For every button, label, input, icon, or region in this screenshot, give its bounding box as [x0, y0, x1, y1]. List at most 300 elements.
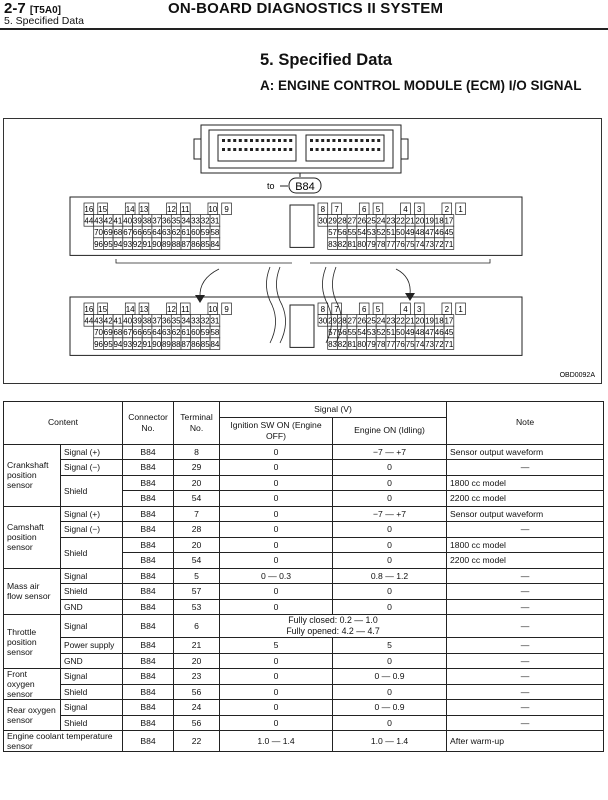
lower-terminal-label: 25 [366, 316, 376, 326]
lower-terminal-label: 82 [337, 339, 347, 349]
lower-terminal-label: 83 [328, 339, 338, 349]
signal-ignition-on: 0 [220, 684, 333, 700]
page-code: [T5A0] [29, 5, 61, 16]
ecm-pin [338, 139, 341, 142]
terminal-no: 56 [174, 684, 220, 700]
lower-terminal-label: 55 [347, 328, 357, 338]
lower-terminal-label: 21 [405, 316, 415, 326]
terminal-no: 8 [174, 444, 220, 460]
signal-ignition-on: 0 [220, 584, 333, 600]
upper-terminal-label: 87 [181, 239, 191, 249]
upper-terminal-label: 74 [415, 239, 425, 249]
upper-terminal-label: 60 [191, 228, 201, 238]
upper-terminal-label: 28 [337, 216, 347, 226]
header-terminal: Terminal No. [174, 402, 220, 445]
component-name: Rear oxygen sensor [4, 700, 61, 731]
upper-terminal-label: 85 [200, 239, 210, 249]
connector-diagram [3, 118, 602, 384]
lower-terminal-label: 38 [142, 316, 152, 326]
note: — [447, 638, 604, 654]
lower-terminal-label: 77 [386, 339, 396, 349]
connector-no: B84 [123, 491, 174, 507]
ecm-pin [278, 148, 281, 151]
ecm-pin [327, 139, 330, 142]
lower-terminal-label: 65 [142, 328, 152, 338]
ecm-pin [233, 139, 236, 142]
signal-engine-on: 0 — 0.9 [333, 669, 447, 685]
upper-terminal-label: 7 [334, 205, 339, 214]
lower-terminal-label: 10 [208, 305, 218, 314]
upper-terminal-label: 90 [152, 239, 162, 249]
upper-terminal-label: 53 [366, 228, 376, 238]
upper-terminal-label: 54 [357, 228, 367, 238]
signal-type: Signal [61, 669, 123, 685]
lower-terminal-label: 69 [103, 328, 113, 338]
lower-terminal-label: 54 [357, 328, 367, 338]
upper-terminal-label: 22 [395, 216, 405, 226]
lower-terminal-label: 66 [132, 328, 142, 338]
upper-terminal-label: 71 [444, 239, 454, 249]
lower-terminal-label: 27 [347, 316, 357, 326]
upper-terminal-label: 46 [434, 228, 444, 238]
connector-no: B84 [123, 553, 174, 569]
lower-terminal-label: 43 [94, 316, 104, 326]
signal-type: Signal (−) [61, 460, 123, 476]
signal-engine-on: 5 [333, 638, 447, 654]
upper-terminal-label: 34 [181, 216, 191, 226]
lower-terminal-label: 86 [191, 339, 201, 349]
lower-terminal-label: 62 [171, 328, 181, 338]
signal-engine-on: 0 — 0.9 [333, 700, 447, 716]
upper-terminal-label: 69 [103, 228, 113, 238]
signal-ignition-on: 0 [220, 715, 333, 731]
ecm-pin [366, 148, 369, 151]
ecm-pin [289, 148, 292, 151]
note: — [447, 522, 604, 538]
note: 1800 cc model [447, 537, 604, 553]
signal-ignition-on: 0 [220, 599, 333, 615]
ecm-pin [372, 148, 375, 151]
lower-terminal-label: 13 [139, 305, 149, 314]
ecm-pin [228, 148, 231, 151]
terminal-no: 23 [174, 669, 220, 685]
terminal-no: 20 [174, 475, 220, 491]
lower-terminal-label: 2 [444, 305, 450, 314]
ecm-pin [349, 148, 352, 151]
lower-terminal-label: 12 [167, 305, 176, 314]
lower-terminal-label: 9 [224, 305, 229, 314]
upper-terminal-label: 19 [425, 216, 435, 226]
header-content: Content [4, 402, 123, 445]
terminal-no: 22 [174, 731, 220, 752]
upper-terminal-label: 88 [171, 239, 181, 249]
ecm-pin [377, 139, 380, 142]
signal-engine-on: 0 [333, 522, 447, 538]
upper-terminal-label: 57 [328, 228, 338, 238]
upper-terminal-label: 48 [415, 228, 425, 238]
lower-terminal-label: 31 [210, 316, 220, 326]
ecm-pin [316, 139, 319, 142]
upper-terminal-label: 16 [84, 205, 94, 214]
signal-type: GND [61, 599, 123, 615]
signal-engine-on: 0.8 — 1.2 [333, 568, 447, 584]
table-row [4, 700, 604, 716]
table-row [4, 568, 604, 584]
lower-terminal-label: 11 [181, 305, 190, 314]
figure-code: OBD0092A [559, 372, 595, 379]
lower-terminal-label: 94 [113, 339, 123, 349]
signal-ignition-on: 0 [220, 460, 333, 476]
ecm-pin [349, 139, 352, 142]
upper-terminal-label: 40 [123, 216, 133, 226]
upper-terminal-label: 31 [210, 216, 220, 226]
lower-terminal-label: 92 [132, 339, 142, 349]
upper-terminal-label: 79 [366, 239, 376, 249]
signal-opened: Fully opened: 4.2 — 4.7 [286, 626, 380, 636]
connector-no: B84 [123, 475, 174, 491]
lower-terminal-label: 47 [425, 328, 435, 338]
table-row [4, 638, 604, 654]
upper-terminal-label: 94 [113, 239, 123, 249]
signal-type: Signal [61, 700, 123, 716]
note: 2200 cc model [447, 491, 604, 507]
table-row [4, 475, 604, 491]
lower-terminal-label: 1 [458, 305, 463, 314]
signal-engine-on: −7 — +7 [333, 506, 447, 522]
signal-ignition-on: 0 [220, 537, 333, 553]
signal-ignition-on: 0 [220, 475, 333, 491]
upper-terminal-label: 51 [386, 228, 396, 238]
signal-engine-on: 0 [333, 537, 447, 553]
lower-terminal-label: 19 [425, 316, 435, 326]
signal-type: Signal [61, 568, 123, 584]
terminal-no: 57 [174, 584, 220, 600]
lower-terminal-label: 40 [123, 316, 133, 326]
upper-terminal-label: 13 [139, 205, 149, 214]
upper-terminal-label: 27 [347, 216, 357, 226]
table-row [4, 684, 604, 700]
connector-no: B84 [123, 653, 174, 669]
lower-terminal-label: 45 [444, 328, 454, 338]
lower-terminal-label: 81 [347, 339, 357, 349]
note: — [447, 700, 604, 716]
upper-terminal-label: 63 [161, 228, 171, 238]
ecm-pin [338, 148, 341, 151]
terminal-no: 7 [174, 506, 220, 522]
lower-terminal-label: 37 [152, 316, 162, 326]
lower-terminal-label: 46 [434, 328, 444, 338]
to-label: to [267, 181, 275, 191]
terminal-no: 5 [174, 568, 220, 584]
lower-terminal-label: 76 [395, 339, 405, 349]
signal-engine-on: 0 [333, 715, 447, 731]
signal-engine-on: 0 [333, 653, 447, 669]
lower-terminal-label: 20 [415, 316, 425, 326]
component-name: Crankshaft position sensor [4, 444, 61, 506]
upper-terminal-label: 32 [200, 216, 210, 226]
upper-terminal-label: 11 [181, 205, 190, 214]
signal-engine-on: 0 [333, 599, 447, 615]
signal-type: Signal (−) [61, 522, 123, 538]
upper-terminal-label: 43 [94, 216, 104, 226]
header-rule [0, 28, 608, 30]
table-row [4, 584, 604, 600]
terminal-no: 21 [174, 638, 220, 654]
upper-terminal-label: 14 [125, 205, 135, 214]
ecm-pin [332, 139, 335, 142]
ecm-pin [256, 148, 259, 151]
upper-terminal-label: 33 [191, 216, 201, 226]
upper-terminal-label: 95 [103, 239, 113, 249]
upper-terminal-label: 77 [386, 239, 396, 249]
lower-terminal-label: 68 [113, 328, 123, 338]
upper-terminal-label: 70 [94, 228, 104, 238]
ecm-io-signal-table [3, 401, 604, 752]
upper-terminal-label: 35 [171, 216, 181, 226]
section-title: 5. Specified Data [260, 51, 393, 69]
ecm-pin [272, 139, 275, 142]
note: — [447, 615, 604, 638]
lower-terminal-label: 93 [123, 339, 133, 349]
signal-ignition-on: 0 [220, 506, 333, 522]
signal-ignition-on: 5 [220, 638, 333, 654]
lower-terminal-label: 96 [94, 339, 104, 349]
upper-terminal-label: 44 [84, 216, 94, 226]
lower-terminal-label: 32 [200, 316, 210, 326]
signal-ignition-on: 1.0 — 1.4 [220, 731, 333, 752]
upper-terminal-label: 18 [434, 216, 444, 226]
upper-terminal-label: 86 [191, 239, 201, 249]
lower-terminal-label: 39 [132, 316, 142, 326]
lower-terminal-label: 88 [171, 339, 181, 349]
note: — [447, 599, 604, 615]
connector-no: B84 [123, 700, 174, 716]
terminal-no: 29 [174, 460, 220, 476]
upper-terminal-label: 65 [142, 228, 152, 238]
ecm-pin [244, 148, 247, 151]
connector-no: B84 [123, 506, 174, 522]
connector-no: B84 [123, 460, 174, 476]
signal-ignition-on: 0 [220, 669, 333, 685]
table-row [4, 653, 604, 669]
connector-no: B84 [123, 715, 174, 731]
upper-terminal-label: 8 [320, 205, 326, 214]
ecm-pin [321, 139, 324, 142]
upper-terminal-label: 37 [152, 216, 162, 226]
lower-terminal-label: 50 [395, 328, 405, 338]
ecm-pin [355, 148, 358, 151]
upper-terminal-label: 6 [361, 205, 367, 214]
ecm-pin [256, 139, 259, 142]
connector-no: B84 [123, 537, 174, 553]
section-subtitle: A: ENGINE CONTROL MODULE (ECM) I/O SIGNAL [260, 78, 582, 93]
upper-terminal-label: 62 [171, 228, 181, 238]
terminal-no: 6 [174, 615, 220, 638]
ecm-pin [267, 139, 270, 142]
upper-terminal-label: 81 [347, 239, 357, 249]
terminal-no: 54 [174, 491, 220, 507]
ecm-pin [310, 139, 313, 142]
breadcrumb: 5. Specified Data [4, 15, 84, 27]
ecm-pin [372, 139, 375, 142]
upper-terminal-label: 41 [113, 216, 123, 226]
lower-terminal-label: 56 [337, 328, 347, 338]
upper-terminal-label: 5 [375, 205, 381, 214]
connector-no: B84 [123, 522, 174, 538]
lower-terminal-label: 36 [161, 316, 171, 326]
lower-terminal-label: 5 [375, 305, 381, 314]
signal-type: Shield [61, 475, 123, 506]
signal-engine-on: 0 [333, 460, 447, 476]
note: — [447, 460, 604, 476]
ecm-pin [272, 148, 275, 151]
ecm-pin [250, 139, 253, 142]
upper-terminal-label: 20 [415, 216, 425, 226]
lower-terminal-label: 6 [361, 305, 367, 314]
lower-terminal-label: 67 [123, 328, 133, 338]
ecm-pin [366, 139, 369, 142]
note: 1800 cc model [447, 475, 604, 491]
ecm-pin [284, 139, 287, 142]
signal-engine-on: 0 [333, 553, 447, 569]
upper-terminal-label: 83 [328, 239, 338, 249]
terminal-no: 24 [174, 700, 220, 716]
lower-terminal-label: 87 [181, 339, 191, 349]
lower-terminal-label: 90 [152, 339, 162, 349]
table-row [4, 537, 604, 553]
terminal-no: 20 [174, 653, 220, 669]
upper-terminal-label: 42 [103, 216, 113, 226]
lower-terminal-label: 89 [161, 339, 171, 349]
upper-terminal-label: 49 [405, 228, 415, 238]
lower-terminal-label: 79 [366, 339, 376, 349]
lower-terminal-label: 3 [417, 305, 422, 314]
header-engine-on: Engine ON (Idling) [333, 417, 447, 444]
note: — [447, 584, 604, 600]
ecm-pin [316, 148, 319, 151]
upper-terminal-label: 39 [132, 216, 142, 226]
lower-terminal-label: 73 [425, 339, 435, 349]
note: — [447, 684, 604, 700]
upper-terminal-label: 26 [357, 216, 367, 226]
upper-terminal-label: 4 [403, 205, 408, 214]
ecm-pin [239, 139, 242, 142]
lower-terminal-label: 61 [181, 328, 191, 338]
connector-no: B84 [123, 615, 174, 638]
note: After warm-up [447, 731, 604, 752]
signal-ignition-on: 0 [220, 553, 333, 569]
upper-terminal-label: 36 [161, 216, 171, 226]
lower-terminal-label: 7 [334, 305, 339, 314]
upper-terminal-label: 78 [376, 239, 386, 249]
note: Sensor output waveform [447, 444, 604, 460]
signal-engine-on: −7 — +7 [333, 444, 447, 460]
lower-terminal-label: 41 [113, 316, 123, 326]
lower-terminal-label: 4 [403, 305, 408, 314]
signal-type: Shield [61, 537, 123, 568]
connector-no: B84 [123, 444, 174, 460]
signal-engine-on: 0 [333, 491, 447, 507]
upper-terminal-label: 12 [167, 205, 176, 214]
lower-center-key [290, 305, 314, 347]
signal-type: Shield [61, 684, 123, 700]
signal-type: Signal (+) [61, 506, 123, 522]
upper-terminal-label: 58 [210, 228, 220, 238]
ecm-pin [250, 148, 253, 151]
signal-closed: Fully closed: 0.2 — 1.0 [288, 615, 378, 625]
terminal-no: 56 [174, 715, 220, 731]
note: Sensor output waveform [447, 506, 604, 522]
ecm-pin [321, 148, 324, 151]
upper-terminal-label: 66 [132, 228, 142, 238]
connector-no: B84 [123, 684, 174, 700]
lower-terminal-label: 72 [434, 339, 444, 349]
note: — [447, 715, 604, 731]
connector-no: B84 [123, 669, 174, 685]
arrow-heads [195, 293, 415, 303]
header-connector: Connector No. [123, 402, 174, 445]
upper-terminal-label: 21 [405, 216, 415, 226]
upper-terminal-label: 17 [444, 216, 454, 226]
signal-type: Power supply [61, 638, 123, 654]
signal-type: Signal (+) [61, 444, 123, 460]
connector-no: B84 [123, 638, 174, 654]
connector-no: B84 [123, 599, 174, 615]
ecm-pin [360, 139, 363, 142]
upper-terminal-label: 38 [142, 216, 152, 226]
lower-terminal-label: 58 [210, 328, 220, 338]
ecm-pin [289, 139, 292, 142]
note: 2200 cc model [447, 553, 604, 569]
signal-ignition-on: 0 [220, 491, 333, 507]
lower-terminal-label: 28 [337, 316, 347, 326]
note: — [447, 653, 604, 669]
upper-terminal-label: 52 [376, 228, 386, 238]
ecm-pin [233, 148, 236, 151]
component-name: Mass air flow sensor [4, 568, 61, 615]
lower-terminal-label: 30 [318, 316, 328, 326]
ecm-pin [344, 139, 347, 142]
ecm-pin [327, 148, 330, 151]
signal-ignition-on: 0 — 0.3 [220, 568, 333, 584]
connector-no: B84 [123, 731, 174, 752]
ecm-pin [228, 139, 231, 142]
upper-terminal-label: 3 [417, 205, 422, 214]
signal-engine-on: 1.0 — 1.4 [333, 731, 447, 752]
table-row [4, 731, 604, 752]
lower-terminal-label: 33 [191, 316, 201, 326]
header-signal: Signal (V) [220, 402, 447, 418]
component-name: Throttle position sensor [4, 615, 61, 669]
upper-terminal-label: 29 [328, 216, 338, 226]
table-row [4, 599, 604, 615]
terminal-no: 54 [174, 553, 220, 569]
signal-engine-on: 0 [333, 584, 447, 600]
component-name: Camshaft position sensor [4, 506, 61, 568]
connector-id: B84 [295, 181, 315, 193]
page-header [0, 0, 608, 30]
upper-terminal-label: 59 [200, 228, 210, 238]
lower-terminal-label: 80 [357, 339, 367, 349]
upper-terminal-label: 15 [98, 205, 108, 214]
lower-terminal-label: 59 [200, 328, 210, 338]
ecm-pin [332, 148, 335, 151]
lower-terminal-label: 22 [395, 316, 405, 326]
signal-type: GND [61, 653, 123, 669]
system-title: ON-BOARD DIAGNOSTICS II SYSTEM [168, 0, 444, 17]
signal-engine-on: 0 [333, 475, 447, 491]
upper-terminal-label: 75 [405, 239, 415, 249]
